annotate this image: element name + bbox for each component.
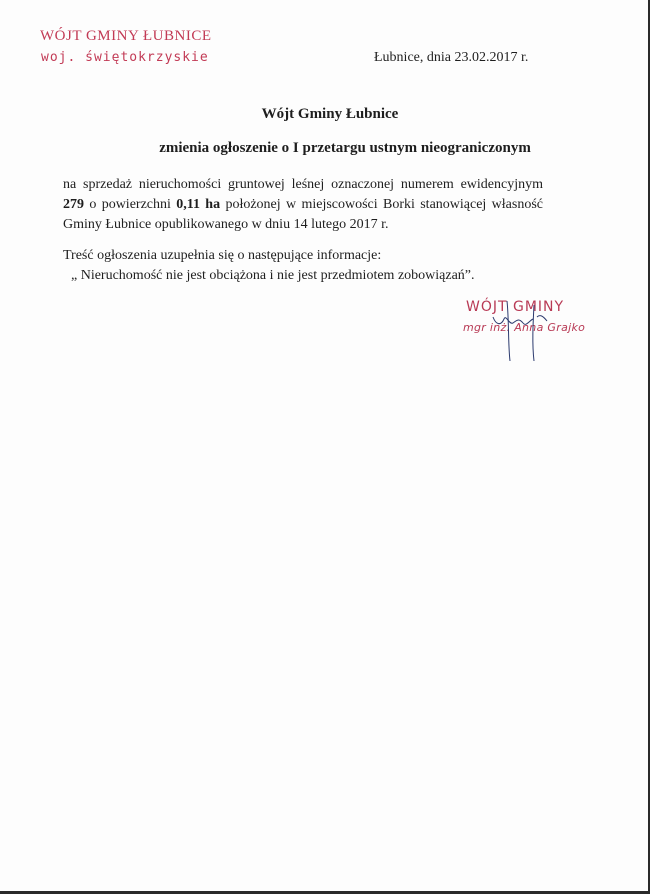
document-subtitle: zmienia ogłoszenie o I przetargu ustnym nieograniczonym [159,140,531,156]
date-line: Łubnice, dnia 23.02.2017 r. [374,50,529,65]
body-line-2-b: położonej w miejscowości Borki stanowiącej własność [220,197,543,212]
info-intro: Treść ogłoszenia uzupełnia się o następujące informacje: [63,248,382,263]
header-stamp-office: WÓJT GMINY ŁUBNICE [40,28,212,44]
handwritten-signature [463,299,613,379]
body-paragraph [63,175,543,235]
info-paragraph [63,246,583,286]
parcel-number: 279 [63,197,84,212]
body-line-2-a: o powierzchni [84,197,177,212]
signature-stamp-office: WÓJT GMINY [466,299,565,315]
header-stamp-region: woj. świętokrzyskie [41,50,209,65]
document-title: Wójt Gminy Łubnice [261,106,399,122]
parcel-area: 0,11 ha [176,197,221,212]
header-stamp [40,28,212,65]
body-line-1: na sprzedaż nieruchomości gruntowej leśnej oznaczonej numerem ewidencyjnym [63,177,543,192]
body-line-2 [63,195,543,215]
signature-stamp [463,299,613,379]
signature-stamp-name: mgr inż. Anna Grajko [463,321,586,334]
info-quote: „ Nieruchomość nie jest obciążona i nie jest przedmiotem zobowiązań”. [71,268,475,283]
body-line-3: Gminy Łubnice opublikowanego w dniu 14 lutego 2017 r. [63,217,389,232]
